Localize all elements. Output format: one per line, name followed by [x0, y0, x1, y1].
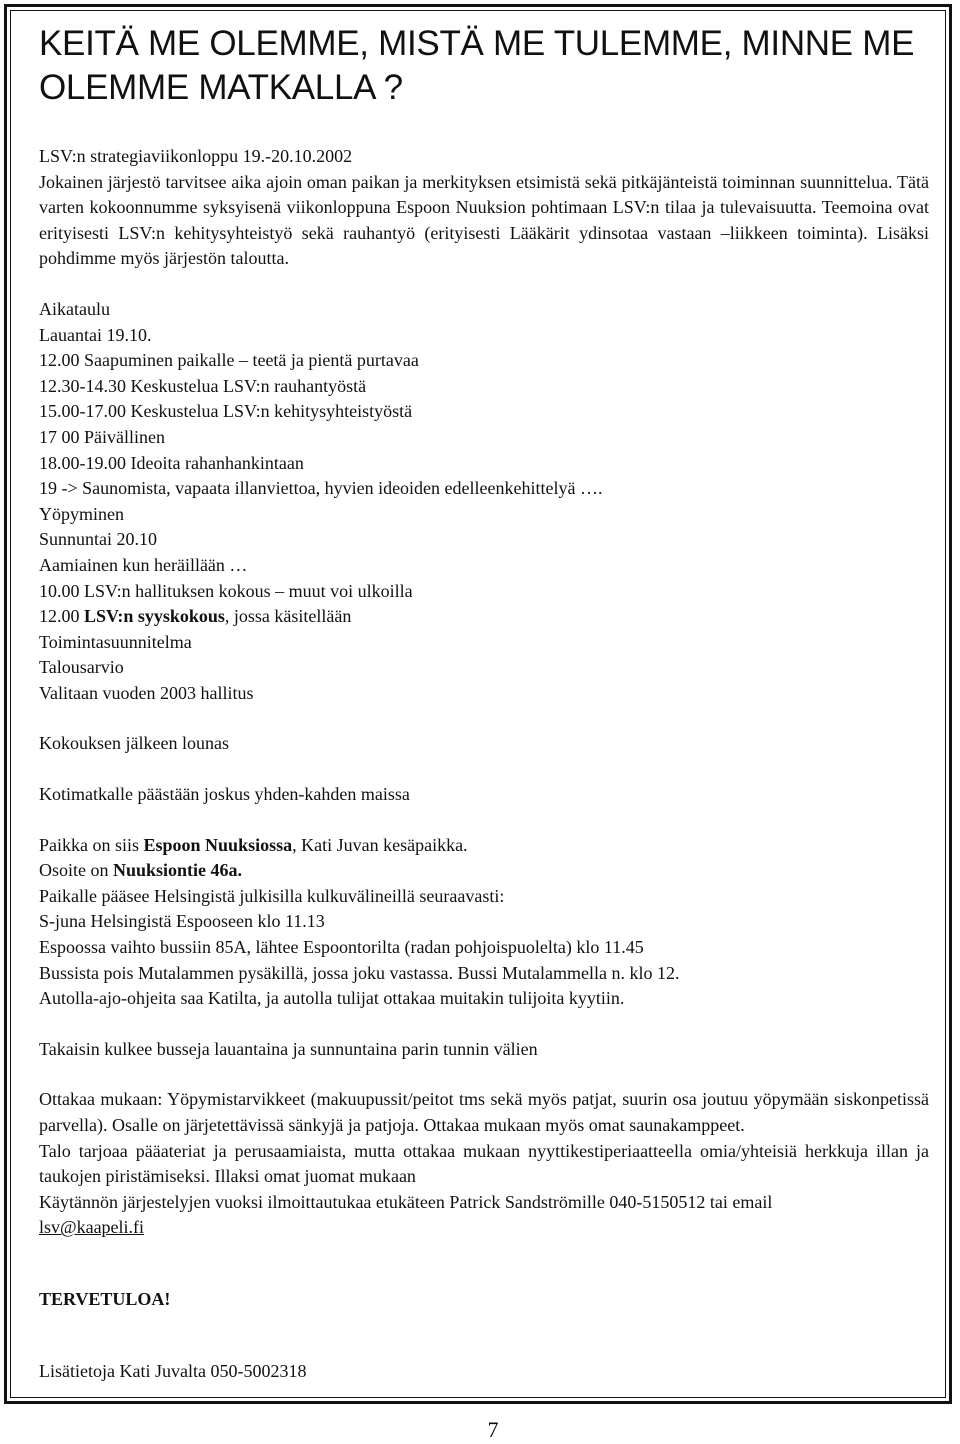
schedule-item: Lauantai 19.10. [39, 324, 152, 345]
directions-item: Autolla-ajo-ohjeita saa Katilta, ja autolla tulijat ottakaa muitakin tulijoita kyytiin. [39, 988, 625, 1009]
return-info: Takaisin kulkee busseja lauantaina ja sunnuntaina parin tunnin välien [39, 1038, 538, 1059]
intro-paragraph: Jokainen järjestö tarvitsee aika ajoin oman paikan ja merkityksen etsimistä sekä pitkäjänteistä toiminnan suunnittelua. Tätä varten kokoonnumme syksyisenä viikonloppuna Espoon Nuuksion pohtimaan LSV:n tilaa ja tulevaisuutta. Teemoina ovat erityisesti LSV:n kehitysyhteistyö sekä rauhantyö (erityisesti Lääkärit ydinsotaa vastaan –liikkeen toiminta). Lisäksi pohdimme myös järjestön taloutta. [39, 171, 929, 269]
address-line [39, 858, 929, 884]
schedule-item: 12.00 Saapuminen paikalle – teetä ja pientä purtavaa [39, 350, 419, 371]
place-line [39, 833, 929, 859]
home-travel-note: Kotimatkalle päästään joskus yhden-kahden maissa [39, 784, 410, 805]
schedule-item: 10.00 LSV:n hallituksen kokous – muut voi ulkoilla [39, 580, 413, 601]
schedule-item: 19 -> Saunomista, vapaata illanviettoa, hyvien ideoiden edelleenkehittelyä …. [39, 478, 603, 499]
meeting-name: LSV:n syyskokous [84, 606, 225, 627]
food-paragraph: Talo tarjoaa pääateriat ja perusaamiaista, mutta ottakaa mukaan nyyttikestiperiaatteella omia/yhteisiä herkkuja illan ja taukojen piristämiseksi. Illaksi omat juomat mukaan [39, 1140, 929, 1187]
directions-item: S-juna Helsingistä Espooseen klo 11.13 [39, 911, 325, 932]
schedule-item-meeting [39, 604, 929, 630]
place-suffix: , Kati Juvan kesäpaikka. [292, 834, 468, 855]
agenda-item: Valitaan vuoden 2003 hallitus [39, 682, 254, 703]
address: Nuuksiontie 46a. [113, 860, 243, 881]
document-content [39, 22, 929, 1384]
schedule-heading: Aikataulu [39, 298, 110, 319]
schedule-item: Aamiainen kun heräillään … [39, 554, 248, 575]
document-title: KEITÄ ME OLEMME, MISTÄ ME TULEMME, MINNE ME OLEMME MATKALLA ? [39, 24, 915, 107]
after-meeting-note: Kokouksen jälkeen lounas [39, 733, 229, 754]
schedule-item: 18.00-19.00 Ideoita rahanhankintaan [39, 452, 304, 473]
place-name: Espoon Nuuksiossa [143, 834, 293, 855]
schedule-item: 15.00-17.00 Keskustelua LSV:n kehitysyhteistyöstä [39, 401, 413, 422]
schedule-item: 12.30-14.30 Keskustelua LSV:n rauhantyöstä [39, 375, 367, 396]
agenda-item: Talousarvio [39, 657, 124, 678]
meeting-suffix: , jossa käsitellään [224, 606, 352, 627]
welcome-heading: TERVETULOA! [39, 1288, 171, 1309]
bring-paragraph: Ottakaa mukaan: Yöpymistarvikkeet (makuupussit/peitot tms sekä myös patjat, suurin osa joutuu yöpymään siskonpetissä parvella). Osalle on järjetettävissä sänkyjä ja patjoja. Ottakaa mukaan myös omat saunakamppeet. [39, 1089, 929, 1135]
agenda-item: Toimintasuunnitelma [39, 631, 192, 652]
address-prefix: Osoite on [39, 860, 109, 881]
page-number: 7 [487, 1417, 499, 1442]
meeting-time: 12.00 [39, 606, 80, 627]
email-link[interactable]: lsv@kaapeli.fi [39, 1217, 145, 1238]
registration-paragraph: Käytännön järjestelyjen vuoksi ilmoittautukaa etukäteen Patrick Sandströmille 040-5150512 tai email [39, 1191, 773, 1212]
schedule-item: Sunnuntai 20.10 [39, 529, 158, 550]
directions-item: Bussista pois Mutalammen pysäkillä, jossa joku vastassa. Bussi Mutalammella n. klo 12. [39, 962, 680, 983]
directions-item: Paikalle pääsee Helsingistä julkisilla kulkuvälineillä seuraavasti: [39, 885, 505, 906]
place-prefix: Paikka on siis [39, 834, 140, 855]
more-info: Lisätietoja Kati Juvalta 050-5002318 [39, 1360, 307, 1381]
schedule-item: Yöpyminen [39, 503, 124, 524]
document-subtitle: LSV:n strategiaviikonloppu 19.-20.10.2002 [39, 146, 353, 166]
schedule-item: 17 00 Päivällinen [39, 426, 165, 447]
directions-item: Espoossa vaihto bussiin 85A, lähtee Espoontorilta (radan pohjoispuolelta) klo 11.45 [39, 937, 644, 958]
schedule-list [39, 323, 929, 707]
